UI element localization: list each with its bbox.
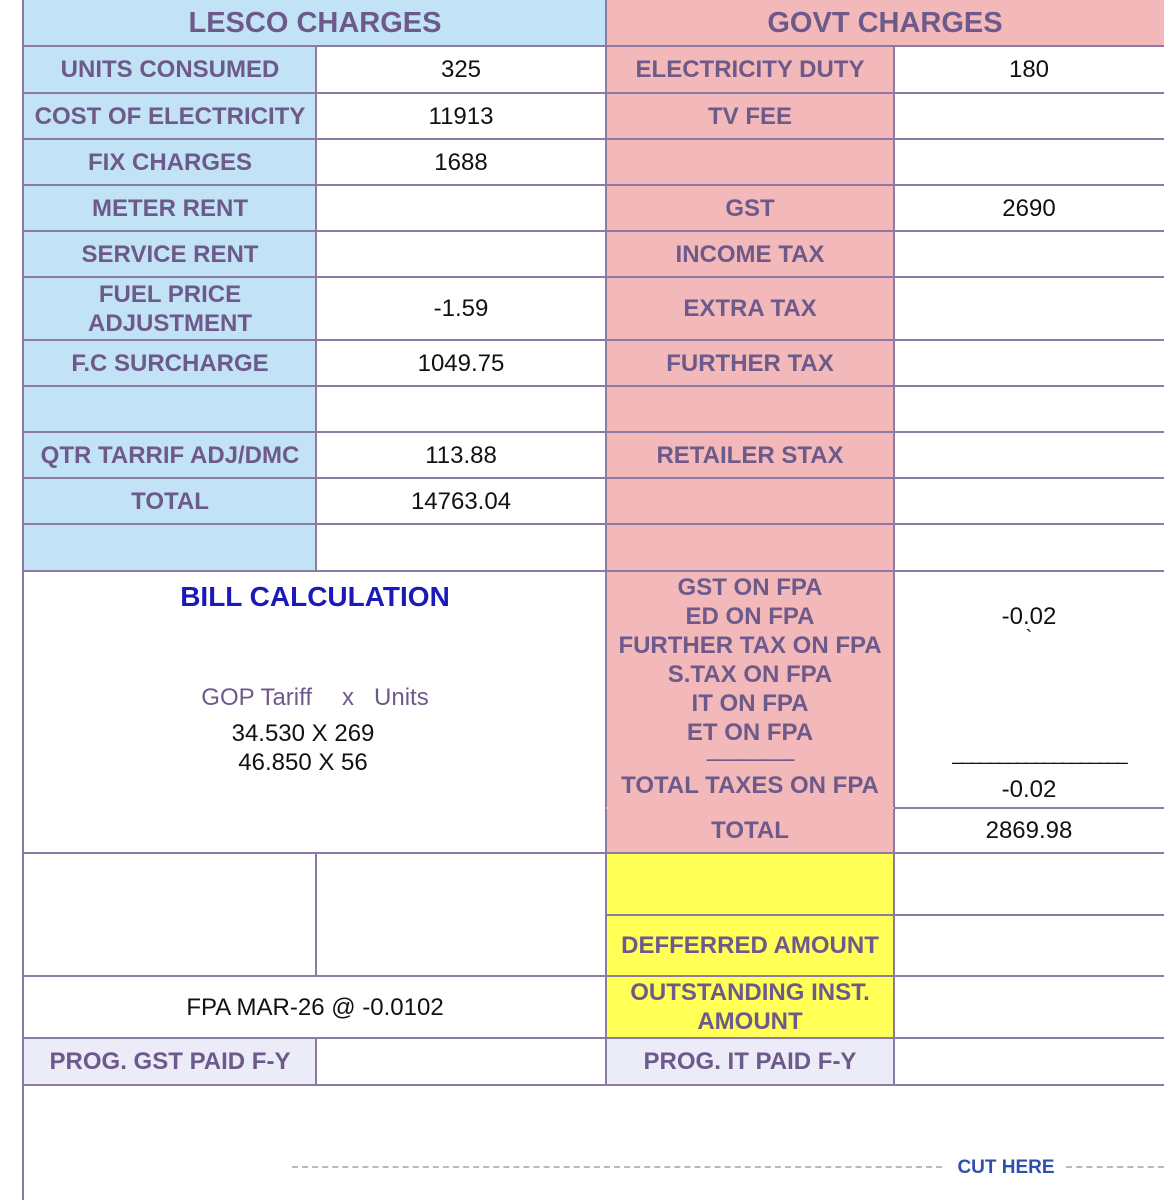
fpa-tick-mark: ` (1025, 626, 1033, 649)
lesco-charges-header: LESCO CHARGES (24, 0, 606, 46)
fuel-price-adjustment-value: -1.59 (433, 295, 489, 322)
electricity-duty-label: ELECTRICITY DUTY (606, 46, 894, 93)
grid-line (22, 975, 1164, 977)
total-taxes-on-fpa-value: -0.02 (1001, 775, 1057, 803)
empty-lesco-label (24, 386, 316, 432)
govt-charges-header: GOVT CHARGES (606, 0, 1164, 46)
prog-it-paid-label: PROG. IT PAID F-Y (606, 1038, 894, 1085)
qtr-tariff-value: 113.88 (425, 441, 497, 469)
meter-rent-value (316, 185, 606, 231)
fpa-value: -0.02 (1001, 602, 1057, 630)
units-header: Units (374, 683, 429, 711)
qtr-tariff-label: QTR TARRIF ADJ/DMC (24, 432, 316, 478)
grid-line (315, 853, 317, 976)
gst-on-fpa-label: GST ON FPA (677, 574, 823, 601)
grid-line (22, 138, 1164, 140)
grid-line (893, 807, 1164, 809)
income-tax-label: INCOME TAX (606, 231, 894, 277)
outstanding-inst-amount-value (894, 976, 1164, 1038)
grid-line (315, 46, 317, 571)
empty-govt-label-2 (606, 386, 894, 432)
deferred-amount-value (894, 915, 1164, 976)
gst-label: GST (606, 185, 894, 231)
empty-lesco-label-2 (24, 524, 316, 571)
fc-surcharge-value: 1049.75 (417, 349, 505, 377)
cost-of-electricity-value: 11913 (428, 102, 494, 130)
further-tax-on-fpa-label: FURTHER TAX ON FPA (618, 632, 882, 659)
further-tax-value (894, 340, 1164, 386)
fpa-taxes-block (606, 571, 894, 808)
cut-line-right (1066, 1166, 1164, 1168)
fpa-separator-value: ___________________ (952, 744, 1126, 764)
meter-rent-label: METER RENT (24, 185, 316, 231)
govt-total-label: TOTAL (606, 808, 894, 853)
cut-line-left (292, 1166, 942, 1168)
et-on-fpa-label: ET ON FPA (686, 719, 814, 746)
cost-of-electricity-label: COST OF ELECTRICITY (24, 93, 316, 139)
grid-line (22, 276, 1164, 278)
deferred-amount-label: DEFFERRED AMOUNT (606, 915, 894, 976)
ed-on-fpa-label: ED ON FPA (685, 603, 815, 630)
total-taxes-on-fpa-label: TOTAL TAXES ON FPA (621, 772, 879, 799)
fpa-note: FPA MAR-26 @ -0.0102 (186, 993, 444, 1021)
grid-line (893, 46, 895, 1085)
grid-line (22, 184, 1164, 186)
prog-it-paid-value (894, 1038, 1164, 1085)
grid-line (22, 570, 1164, 572)
cut-here-label: CUT HERE (957, 1156, 1055, 1178)
tv-fee-label: TV FEE (606, 93, 894, 139)
retailer-stax-value (894, 432, 1164, 478)
grid-line (606, 807, 894, 809)
fc-surcharge-label: F.C SURCHARGE (24, 340, 316, 386)
grid-line (22, 92, 1164, 94)
grid-line (22, 431, 1164, 433)
prog-gst-paid-label: PROG. GST PAID F-Y (24, 1038, 316, 1085)
fix-charges-value: 1688 (434, 148, 488, 176)
empty-yellow-cell (606, 853, 894, 915)
it-on-fpa-label: IT ON FPA (691, 690, 809, 717)
calc-row-1: 34.530 X 269 (231, 719, 375, 747)
grid-line (22, 0, 24, 1200)
prog-gst-paid-value (316, 1038, 606, 1085)
grid-line (22, 477, 1164, 479)
grid-line (22, 385, 1164, 387)
grid-line (22, 852, 1164, 854)
grid-line (22, 1037, 1164, 1039)
fix-charges-label: FIX CHARGES (24, 139, 316, 185)
units-consumed-label: UNITS CONSUMED (24, 46, 316, 93)
lesco-total-label: TOTAL (24, 478, 316, 524)
tv-fee-value (894, 93, 1164, 139)
calc-row-2: 46.850 X 56 (238, 748, 368, 776)
grid-line (315, 1038, 317, 1085)
grid-line (22, 523, 1164, 525)
extra-tax-value (894, 277, 1164, 340)
bill-calculation-header (24, 680, 606, 714)
fpa-separator-label: ------------------------ (706, 751, 794, 767)
gop-tariff-header: GOP Tariff (201, 683, 313, 711)
bill-calculation-title: BILL CALCULATION (180, 580, 450, 612)
units-consumed-value: 325 (440, 56, 482, 83)
grid-line (606, 914, 1164, 916)
stax-on-fpa-label: S.TAX ON FPA (667, 661, 833, 688)
service-rent-value (316, 231, 606, 277)
lesco-total-value: 14763.04 (410, 487, 512, 515)
grid-line (605, 0, 607, 1085)
extra-tax-label: EXTRA TAX (606, 277, 894, 340)
retailer-stax-label: RETAILER STAX (606, 432, 894, 478)
grid-line (22, 45, 1164, 47)
grid-line (22, 230, 1164, 232)
further-tax-label: FURTHER TAX (606, 340, 894, 386)
outstanding-inst-amount-label: OUTSTANDING INST. AMOUNT (606, 976, 894, 1038)
electricity-duty-value: 180 (1008, 56, 1050, 83)
gst-value: 2690 (1002, 194, 1056, 222)
service-rent-label: SERVICE RENT (24, 231, 316, 277)
income-tax-value (894, 231, 1164, 277)
empty-govt-label (606, 139, 894, 185)
fuel-price-adjustment-label: FUEL PRICE ADJUSTMENT (24, 277, 316, 340)
grid-line (22, 1084, 1164, 1086)
grid-line (22, 339, 1164, 341)
govt-total-value: 2869.98 (985, 817, 1073, 844)
times-header: x (342, 683, 355, 711)
